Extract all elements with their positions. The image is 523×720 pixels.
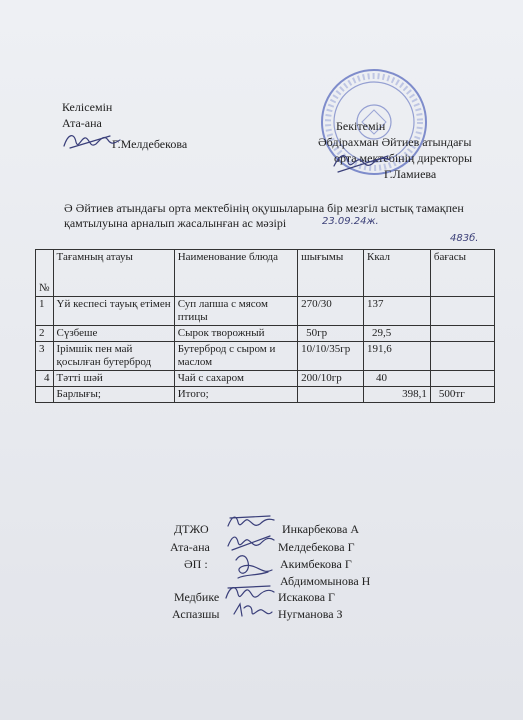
cell-price [430,371,494,387]
cell-kcal: 29,5 [364,326,431,342]
cell-num: 1 [36,297,54,326]
parent-signature-icon [60,128,122,154]
sig-name-4: Абдимомынова Н [280,574,371,588]
cell-output: 50гр [298,326,364,342]
cell-name-ru: Сырок творожный [174,326,297,342]
cell-num: 2 [36,326,54,342]
handwritten-note: 483б. [450,233,479,244]
approved-label: Бекітемін [336,119,386,133]
school-line-2: орта мектебінің директоры [334,151,473,165]
sig-role-6: Аспазшы [172,607,220,621]
table-row [36,342,495,371]
cell-num [36,387,54,403]
table-total-row [36,387,495,403]
director-signature-icon [330,146,394,176]
sig-role-3: ӘП : [184,557,208,571]
sig-name-5: Искакова Г [278,590,335,604]
table-row [36,371,495,387]
sig-role-2: Ата-ана [170,540,210,554]
header-name-ru: Наименование блюда [174,250,297,297]
header-kcal: Ккал [364,250,431,297]
cell-kcal: 137 [364,297,431,326]
sig-name-3: Акимбекова Г [280,557,352,571]
cell-kcal: 191,6 [364,342,431,371]
signature-3-icon [230,550,276,584]
cell-price [430,342,494,371]
agreed-label: Келісемін [62,100,113,114]
cell-output: 200/10гр [298,371,364,387]
sig-role-5: Медбике [174,590,220,604]
header-num: № [36,250,54,297]
table-header-row [36,250,495,297]
total-price: 500тг [430,387,494,403]
cell-num: 4 [36,371,54,387]
menu-title-line-2: қамтылуына арналып жасалынған ас мәзірі [64,216,287,230]
cell-output: 270/30 [298,297,364,326]
header-price: бағасы [430,250,494,297]
table-row [36,326,495,342]
cell-price [430,326,494,342]
sig-name-2: Мелдебекова Г [278,540,355,554]
sig-role-1: ДТЖО [174,522,209,536]
cell-name-kz: Үй кеспесі тауық етімен [53,297,174,326]
handwritten-date: 23.09.24ж. [322,216,379,227]
director-name: Г.Ламиева [384,167,437,181]
cell-output: 10/10/35гр [298,342,364,371]
cell-name-ru: Бутерброд с сыром и маслом [174,342,297,371]
cell-name-kz: Тәтті шәй [53,371,174,387]
header-output: шығымы [298,250,364,297]
sig-name-1: Инкарбекова А [282,522,360,536]
header-name-kz: Тағамның атауы [53,250,174,297]
menu-table [35,249,495,403]
parent-name: Г.Мелдебекова [112,137,188,151]
signature-6-icon [230,598,274,622]
total-label-ru: Итого; [174,387,297,403]
cell-kcal: 40 [364,371,431,387]
cell-price [430,297,494,326]
cell-name-ru: Чай с сахаром [174,371,297,387]
cell-name-kz: Сүзбеше [53,326,174,342]
total-kcal: 398,1 [364,387,431,403]
cell-name-kz: Ірімшік пен май қосылған бутерброд [53,342,174,371]
table-row [36,297,495,326]
total-label-kz: Барлығы; [53,387,174,403]
menu-title-line-1: Ә Әйтиев атындағы орта мектебінің оқушыларына бір мезгіл ыстық тамақпен [64,201,464,215]
parent-role-label: Ата-ана [62,116,102,130]
cell-name-ru: Суп лапша с мясом птицы [174,297,297,326]
cell-num: 3 [36,342,54,371]
cell-output [298,387,364,403]
sig-name-6: Нугманова З [278,607,343,621]
school-line-1: Әбдірахман Әйтиев атындағы [318,135,472,149]
